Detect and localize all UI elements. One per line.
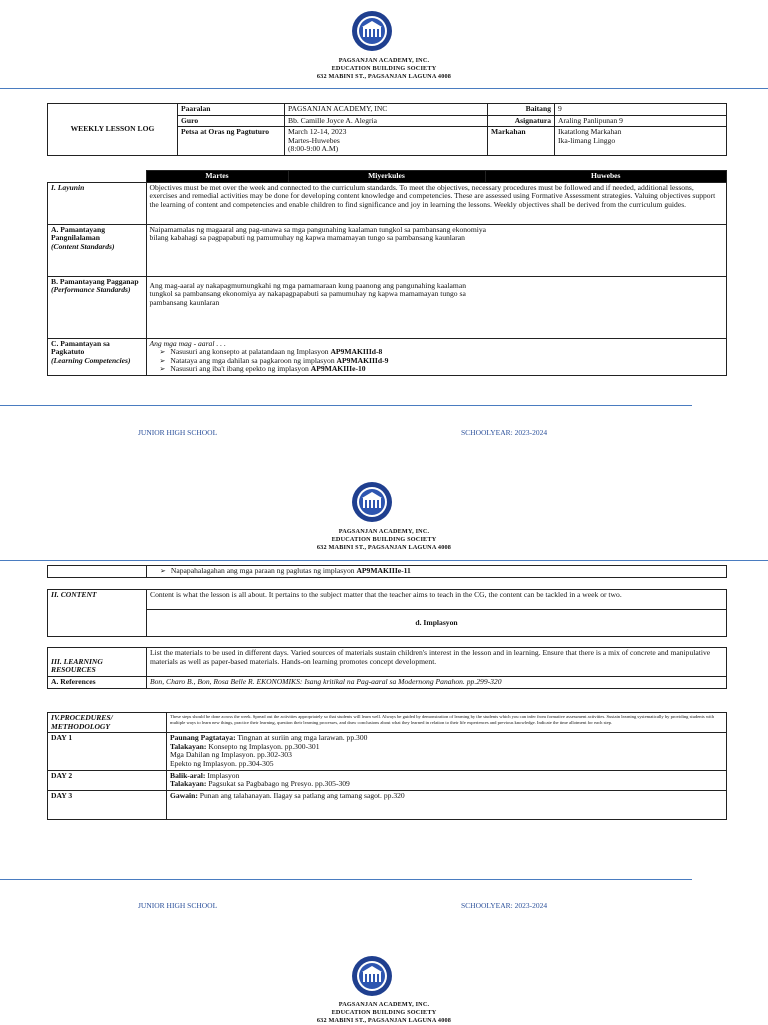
header-rule bbox=[0, 560, 768, 561]
petsa-label: Petsa at Oras ng Pagtuturo bbox=[178, 127, 285, 156]
list-item bbox=[170, 780, 723, 789]
school-name: PAGSANJAN ACADEMY, INC. bbox=[338, 1001, 430, 1008]
procedures-label: IV.PROCEDURES/ METHODOLOGY bbox=[48, 713, 167, 733]
day-header-huwebes: Huwebes bbox=[485, 171, 727, 183]
day2-content bbox=[167, 770, 727, 790]
competency-text: Nasusuri ang konsepto at palatandaan ng Implasyon bbox=[170, 347, 331, 357]
baitang-value: 9 bbox=[555, 104, 727, 116]
petsa-days: Martes-Huwebes bbox=[288, 135, 340, 145]
day-header-martes: Martes bbox=[146, 171, 288, 183]
day1-content bbox=[167, 733, 727, 770]
header-rule bbox=[0, 88, 768, 89]
layunin-label: I. Layunin bbox=[48, 182, 147, 224]
footer-left: JUNIOR HIGH SCHOOL bbox=[138, 428, 218, 437]
school-address: 632 MABINI ST., PAGSANJAN LAGUNA 4008 bbox=[316, 544, 452, 551]
competency-text: Nasusuri ang iba't ibang epekto ng implasyon bbox=[170, 364, 311, 374]
perf-std-label: B. Pamantayang Pagganap bbox=[51, 276, 139, 286]
list-item bbox=[172, 365, 724, 374]
perf-std-sub: (Performance Standards) bbox=[51, 285, 131, 295]
references-text: Bon, Charo B., Bon, Rosa Belle R. EKONOMIKS: Isang kritikal na Pag-aaral sa Modernong Panahon. pp.299-320 bbox=[147, 677, 727, 689]
activity-text: Pagsukat sa Pagbabago ng Presyo. pp.305-309 bbox=[206, 779, 350, 789]
petsa-value bbox=[285, 127, 488, 156]
perf-std-line: Ang mag-aaral ay nakapagmumungkahi ng mga pamamaraan kung paanong ang pangunahing kaalaman bbox=[149, 280, 467, 290]
footer-rule bbox=[0, 405, 692, 406]
activity-label: Paunang Pagtataya: bbox=[170, 733, 236, 743]
guro-label: Guro bbox=[178, 115, 285, 127]
content-std-line: Naipamamalas ng magaaral ang pag-unawa sa mga pangunahing kaalaman tungkol sa pambansang ekonomiya bbox=[149, 224, 487, 234]
markahan-label: Markahan bbox=[488, 127, 555, 156]
asignatura-label: Asignatura bbox=[488, 115, 555, 127]
competency-sub: (Learning Competencies) bbox=[51, 355, 131, 365]
day3-content bbox=[167, 790, 727, 819]
activity-label: Talakayan: bbox=[170, 779, 207, 789]
resources-table bbox=[47, 647, 727, 689]
day-header-miyerkules: Miyerkules bbox=[288, 171, 485, 183]
content-std-text bbox=[146, 224, 727, 276]
baitang-label: Baitang bbox=[488, 104, 555, 116]
list-item: Mga Dahilan ng Implasyon. pp.302-303 bbox=[170, 750, 292, 760]
competency-text: Napapahalagahan ang mga paraan ng paglutas ng implasyon bbox=[170, 566, 357, 575]
school-name: PAGSANJAN ACADEMY, INC. bbox=[338, 528, 430, 535]
competency-intro: Ang mga mag - aaral . . . bbox=[149, 338, 226, 348]
references-label: A. References bbox=[48, 677, 147, 689]
school-society: EDUCATION BUILDING SOCIETY bbox=[331, 536, 437, 543]
paaralan-label: Paaralan bbox=[178, 104, 285, 116]
content-std-line: bilang kabahagi sa pagpapabuti ng pamumuhay ng kapwa mamamayan tungo sa pambansang kaunlaran bbox=[149, 233, 465, 243]
school-society: EDUCATION BUILDING SOCIETY bbox=[331, 65, 437, 72]
competency-code: AP9MAKIIIe-10 bbox=[310, 364, 366, 374]
activity-text: Implasyon bbox=[205, 770, 240, 780]
content-std-label: A. Pamantayang Pangnilalaman bbox=[51, 224, 106, 243]
competency-cell bbox=[48, 338, 147, 375]
activity-label: Talakayan: bbox=[170, 741, 207, 751]
competency-code: AP9MAKIIId-9 bbox=[336, 355, 389, 365]
school-logo bbox=[351, 10, 393, 52]
competency-label: C. Pamantayan sa Pagkatuto bbox=[51, 338, 110, 357]
activity-text: Konsepto ng Implasyon. pp.300-301 bbox=[206, 741, 320, 751]
footer-right: SCHOOLYEAR: 2023-2024 bbox=[461, 428, 548, 437]
competency-continued-table bbox=[47, 565, 727, 578]
competency-list-cell bbox=[146, 338, 727, 375]
markahan-week: Ika-limang Linggo bbox=[558, 135, 616, 145]
footer-right: SCHOOLYEAR: 2023-2024 bbox=[461, 901, 548, 910]
guro-value: Bb. Camille Joyce A. Alegria bbox=[285, 115, 488, 127]
perf-std-line: pambansang kaunlaran bbox=[149, 297, 220, 307]
school-header bbox=[0, 1001, 768, 1025]
perf-std-cell bbox=[48, 276, 147, 338]
procedures-text: These steps should be done across the week. Spread out the activities appropriately so that students will learn well. Always be guided by demonstration of learning by the students which you can infer from formative assessment activities. Sustain learning systematically by providing students with multiple ways to learn new things, practice their learning, question their learning processes, and draw conclusions about what they learned in relation to their life experiences and previous knowledge. Indicate the time allotment for each step. bbox=[167, 713, 727, 733]
layunin-text: Objectives must be met over the week and connected to the curriculum standards. To meet the objectives, necessary procedures must be followed and if needed, additional lessons, exercises and remedial activities may be done for developing content knowledge and competencies. These are assessed using Formative Assessment strategies. Valuing objectives support the learning of content and competencies and enable children to find significance and joy in learning the lessons. Weekly objectives shall be derived from the curriculum guides. bbox=[146, 182, 727, 224]
objectives-table bbox=[47, 170, 727, 376]
school-address: 632 MABINI ST., PAGSANJAN LAGUNA 4008 bbox=[316, 1017, 452, 1024]
activity-text: Punan ang talahanayan. Ilagay sa patlang ang tamang sagot. pp.320 bbox=[197, 790, 405, 800]
competency-code: AP9MAKIIIe-11 bbox=[356, 566, 411, 575]
resources-label: III. LEARNING RESOURCES bbox=[48, 648, 147, 677]
info-table bbox=[47, 103, 727, 156]
school-society: EDUCATION BUILDING SOCIETY bbox=[331, 1009, 437, 1016]
competency-text: Natataya ang mga dahilan sa pagkaroon ng implasyon bbox=[170, 355, 337, 365]
activity-label: Balik-aral: bbox=[170, 770, 206, 780]
day2-label: DAY 2 bbox=[48, 770, 167, 790]
asignatura-value: Araling Panlipunan 9 bbox=[555, 115, 727, 127]
content-std-cell bbox=[48, 224, 147, 276]
markahan-quarter: Ikatatlong Markahan bbox=[558, 127, 622, 137]
footer-rule bbox=[0, 879, 692, 880]
competency-list-cell bbox=[147, 566, 727, 578]
content-std-sub: (Content Standards) bbox=[51, 241, 115, 251]
school-address: 632 MABINI ST., PAGSANJAN LAGUNA 4008 bbox=[316, 73, 452, 80]
content-text: Content is what the lesson is all about. It pertains to the subject matter that the teacher aims to teach in the CG, the content can be tackled in a week or two. bbox=[147, 590, 727, 610]
markahan-value bbox=[555, 127, 727, 156]
school-logo bbox=[351, 481, 393, 523]
perf-std-text bbox=[146, 276, 727, 338]
log-title: WEEKLY LESSON LOG bbox=[48, 104, 178, 156]
activity-label: Gawain: bbox=[170, 790, 198, 800]
content-topic: d. Implasyon bbox=[147, 610, 727, 637]
resources-text: List the materials to be used in different days. Varied sources of materials sustain children's interest in the lesson and in learning. Ensure that there is a mix of concrete and manipulative materials as well as paper-based materials. Hands-on learning promotes concept development. bbox=[147, 648, 727, 677]
day1-label: DAY 1 bbox=[48, 733, 167, 770]
list-item bbox=[170, 792, 723, 801]
day3-label: DAY 3 bbox=[48, 790, 167, 819]
petsa-date: March 12-14, 2023 bbox=[288, 127, 347, 137]
petsa-time: (8:00-9:00 A.M) bbox=[288, 144, 339, 154]
school-header bbox=[0, 57, 768, 81]
activity-text: Tingnan at suriin ang mga larawan. pp.300 bbox=[235, 733, 368, 743]
perf-std-line: tungkol sa pambansang ekonomiya ay nakapagpapabuti sa pamumuhay ng kapwa mamamayan tungo sa bbox=[149, 289, 466, 299]
procedures-table bbox=[47, 712, 727, 820]
list-item: Epekto ng Implasyon. pp.304-305 bbox=[170, 758, 274, 768]
content-table bbox=[47, 589, 727, 637]
footer-left: JUNIOR HIGH SCHOOL bbox=[138, 901, 218, 910]
school-logo bbox=[351, 955, 393, 997]
competency-code: AP9MAKIIId-8 bbox=[330, 347, 383, 357]
paaralan-value: PAGSANJAN ACADEMY, INC bbox=[285, 104, 488, 116]
school-header bbox=[0, 528, 768, 552]
school-name: PAGSANJAN ACADEMY, INC. bbox=[338, 57, 430, 64]
content-label: II. CONTENT bbox=[48, 590, 147, 637]
list-item bbox=[172, 567, 723, 576]
